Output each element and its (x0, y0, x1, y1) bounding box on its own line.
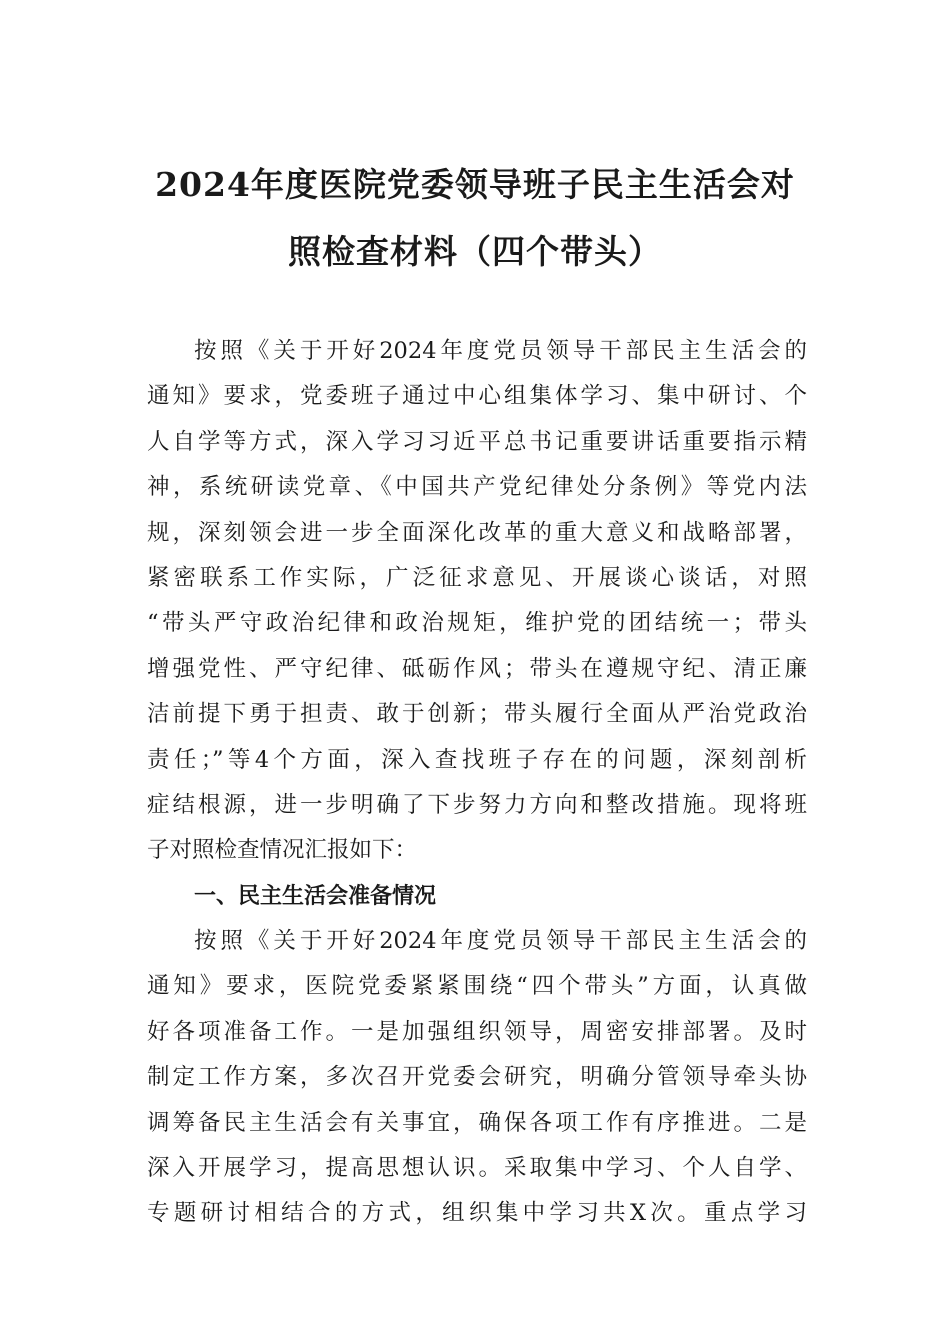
paragraph-line: 通知》要求，医院党委紧紧围绕“四个带头”方面，认真做 (147, 973, 807, 1000)
paragraph-line: 洁前提下勇于担责、敢于创新；带头履行全面从严治党政治 (147, 701, 807, 728)
paragraph-line: “带头严守政治纪律和政治规矩，维护党的团结统一；带头 (147, 610, 807, 637)
paragraph-line: 紧密联系工作实际，广泛征求意见、开展谈心谈话，对照 (147, 564, 807, 591)
paragraph-line: 规，深刻领会进一步全面深化改革的重大意义和战略部署， (147, 519, 807, 546)
paragraph-line: 按照《关于开好2024年度党员领导干部民主生活会的 (194, 338, 807, 364)
paragraph-line: 子对照检查情况汇报如下： (147, 837, 418, 864)
document-title-line-1: 2024年度医院党委领导班子民主生活会对 (155, 165, 795, 204)
paragraph-intro (147, 329, 807, 874)
paragraph-line: 增强党性、严守纪律、砥砺作风；带头在遵规守纪、清正廉 (147, 655, 807, 682)
paragraph-line: 神，系统研读党章、《中国共产党纪律处分条例》等党内法 (147, 474, 807, 501)
paragraph-line: 责任；”等4个方面，深入查找班子存在的问题，深刻剖析 (147, 746, 807, 773)
paragraph-line: 人自学等方式，深入学习习近平总书记重要讲话重要指示精 (147, 428, 807, 455)
paragraph-line: 按照《关于开好2024年度党员领导干部民主生活会的 (194, 928, 807, 955)
section-heading-1: 一、民主生活会准备情况 (194, 883, 437, 909)
document-title-line-2: 照检查材料（四个带头） (288, 232, 662, 271)
paragraph-line: 调筹备民主生活会有关事宜，确保各项工作有序推进。二是 (147, 1109, 807, 1136)
paragraph-line: 专题研讨相结合的方式，组织集中学习共X次。重点学习 (147, 1200, 807, 1227)
paragraph-line: 通知》要求，党委班子通过中心组集体学习、集中研讨、个 (147, 383, 807, 410)
document-body (147, 329, 807, 1237)
paragraph-preparation (147, 919, 807, 1237)
paragraph-line: 症结根源，进一步明确了下步努力方向和整改措施。现将班 (147, 791, 807, 818)
paragraph-line: 制定工作方案，多次召开党委会研究，明确分管领导牵头协 (147, 1064, 807, 1091)
paragraph-line: 深入开展学习，提高思想认识。采取集中学习、个人自学、 (147, 1155, 807, 1182)
paragraph-line: 好各项准备工作。一是加强组织领导，周密安排部署。及时 (147, 1018, 807, 1045)
